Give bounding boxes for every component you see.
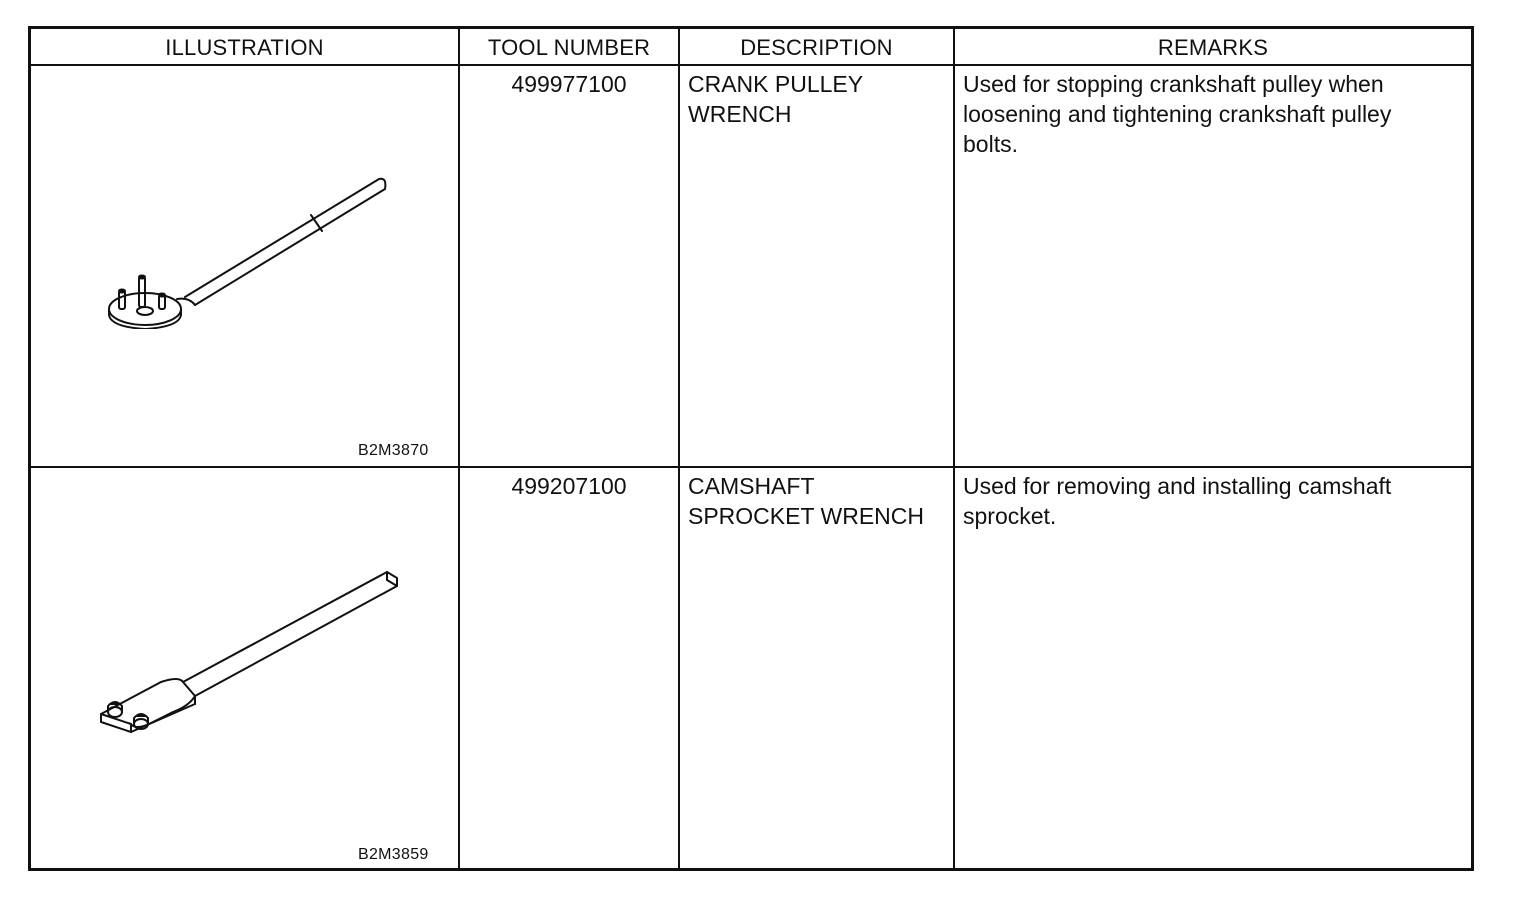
crank-pulley-wrench-icon [101, 169, 401, 329]
camshaft-sprocket-wrench-icon [91, 564, 411, 734]
tool-description: CRANK PULLEY WRENCH [688, 71, 864, 127]
figure-code: B2M3859 [358, 846, 429, 863]
column-divider [458, 29, 460, 868]
header-remarks: REMARKS [1157, 35, 1269, 60]
header-description: DESCRIPTION [740, 35, 893, 60]
table-header-row [31, 29, 1471, 66]
tool-remarks: Used for removing and installing camshaft sprocket. [963, 473, 1392, 529]
column-divider [678, 29, 680, 868]
figure-code: B2M3870 [358, 442, 429, 459]
row-divider [31, 466, 1471, 468]
tool-number: 499207100 [511, 473, 627, 499]
column-divider [953, 29, 955, 868]
tool-number: 499977100 [511, 71, 627, 97]
special-tools-table [28, 26, 1474, 871]
tool-remarks: Used for stopping crankshaft pulley when loosening and tightening crankshaft pulley bolts. [963, 71, 1392, 157]
tool-description: CAMSHAFT SPROCKET WRENCH [688, 473, 924, 529]
header-tool-number: TOOL NUMBER [487, 35, 651, 60]
header-illustration: ILLUSTRATION [165, 35, 324, 60]
